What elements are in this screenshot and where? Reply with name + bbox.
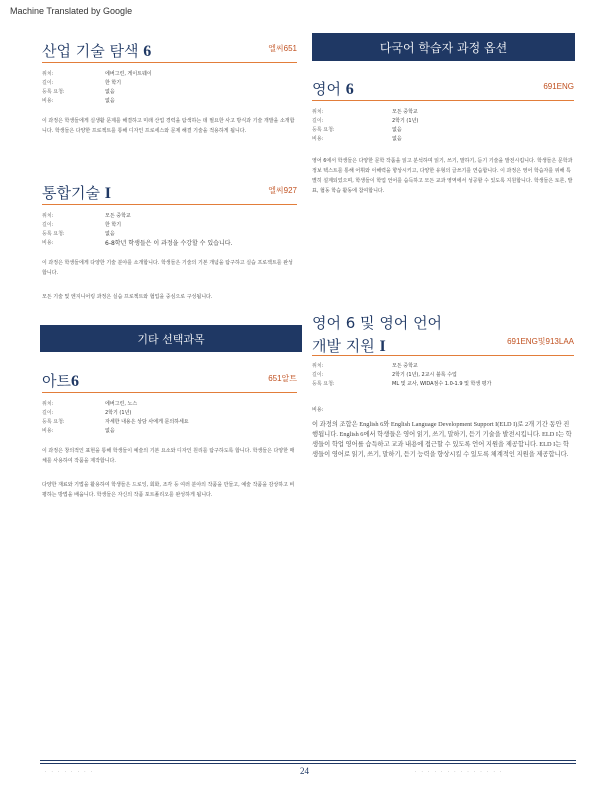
course-description: 이 과정은 학생들에게 다양한 기술 분야를 소개합니다. 학생들은 기술의 기본 개념을 탐구하고 실습 프로젝트를 완성합니다.: [42, 260, 293, 276]
meta-value: 없음: [392, 127, 402, 133]
footer-rule-thin: [40, 763, 576, 764]
course-english-6-eld: [312, 312, 574, 458]
footer-left-text: · · · · · · · ·: [45, 769, 95, 774]
course-title-text: 영어: [312, 80, 341, 98]
meta-value: 한 학기: [105, 222, 122, 228]
course-code: 엘씨651: [268, 44, 297, 53]
footer-rule: [40, 760, 576, 761]
course-title-text: 아트: [42, 372, 71, 390]
meta-value: 없음: [105, 98, 115, 104]
meta-label: 등록 요청:: [42, 89, 65, 95]
course-title: [42, 40, 297, 61]
course-description-extra: 모든 기술 및 엔지니어링 과정은 실습 프로젝트와 협업을 중심으로 구성됩니다.: [42, 294, 213, 300]
meta-label: 위치:: [42, 401, 54, 407]
meta-value: 없음: [392, 136, 402, 142]
course-title-number: 6: [143, 43, 152, 60]
meta-label: 위치:: [312, 363, 324, 369]
meta-value: 없음: [105, 428, 115, 434]
course-english-6: [312, 78, 574, 194]
course-meta: [42, 400, 297, 436]
section-banner-multilingual: 다국어 학습자 과정 옵션: [312, 33, 575, 61]
meta-label: 등록 요청:: [42, 231, 65, 237]
course-title-number: 6: [70, 373, 79, 390]
cost-label: 비용:: [312, 407, 324, 413]
meta-label: 위치:: [42, 213, 54, 219]
course-title-number: I: [379, 338, 386, 355]
course-title-number: 6: [345, 81, 354, 98]
course-industrial-tech: [42, 40, 297, 134]
meta-label: 길이:: [42, 80, 54, 86]
machine-translation-notice: Machine Translated by Google: [10, 6, 133, 16]
course-code: 651알트: [268, 374, 297, 383]
page-number: 24: [300, 766, 309, 776]
course-meta: [42, 70, 297, 106]
course-title-text: 통합기술: [42, 184, 100, 202]
course-title: [42, 182, 297, 203]
meta-value: 없음: [105, 231, 115, 237]
course-code: 엘씨927: [268, 186, 297, 195]
meta-label: 등록 요청:: [312, 127, 335, 133]
meta-value: 모든 중학교: [392, 363, 418, 369]
meta-value: 2학기 (1년): [392, 118, 419, 124]
meta-value: 2학기 (1년): [105, 410, 132, 416]
meta-label: 등록 요청:: [312, 381, 335, 387]
course-title-text: 산업 기술 탐색: [42, 42, 139, 60]
divider: [312, 355, 574, 356]
meta-value: 모든 중학교: [105, 213, 131, 219]
course-meta: [312, 362, 574, 389]
course-description: 이 과정의 조합은 English 6와 English Language Development Support I(ELD I)로 2개 기간 동안 진행됩니다. English 6에서 학생들은 영어 읽기, 쓰기, 말하기, 듣기 기술을 발전시킵니다. ELD I는 학생들이 학업 영어를 습득하고 교과 내용에 접근할 수 있도록 언어 지원을 제공합니다. ELD I는 학생들이 영어로 읽기, 쓰기, 말하기, 듣기 능력을 향상시킬 수 있도록 체계적인 지원을 제공합니다.: [312, 421, 572, 458]
meta-value: 에버그린, 노스: [105, 401, 138, 407]
divider: [42, 204, 297, 205]
meta-value: ML 및 교사, WIDA점수 1.0-1.9 및 학생 평가: [392, 381, 492, 387]
meta-label: 비용:: [42, 98, 54, 104]
meta-value: 2학기 (1년), 2교시 블록 수업: [392, 372, 457, 378]
course-title-line1: 영어 6 및 영어 언어: [312, 314, 443, 332]
course-meta: [312, 108, 574, 144]
meta-label: 위치:: [42, 71, 54, 77]
meta-value: 한 학기: [105, 80, 122, 86]
meta-label: 등록 요청:: [42, 419, 65, 425]
course-description: 이 과정은 창의적인 표현을 통해 학생들이 예술의 기본 요소와 디자인 원리를 탐구하도록 합니다. 학생들은 다양한 매체를 사용하여 작품을 제작합니다.: [42, 448, 295, 464]
course-title-text: 개발 지원: [312, 337, 375, 355]
section-banner-other-electives: 기타 선택과목: [40, 325, 302, 352]
course-title: [312, 78, 574, 99]
course-code: 691ENG: [543, 82, 574, 91]
meta-label: 비용:: [42, 428, 54, 434]
footer-right-text: · · · · · · · · · · · · · ·: [415, 769, 504, 774]
course-description-extra: 다양한 재료와 기법을 활용하여 학생들은 드로잉, 회화, 조각 등 여러 분야의 작품을 만들고, 예술 작품을 감상하고 비평하는 방법을 배웁니다. 학생들은 자신의 작품 포트폴리오를 완성하게 됩니다.: [42, 482, 295, 498]
meta-label: 길이:: [312, 118, 324, 124]
meta-value: 모든 중학교: [392, 109, 418, 115]
course-description: 영어 6에서 학생들은 다양한 문학 작품을 읽고 분석하며 읽기, 쓰기, 말하기, 듣기 기술을 발전시킵니다. 학생들은 문학과 정보 텍스트를 통해 어휘와 이해력을 향상시키고, 다양한 유형의 글쓰기를 연습합니다. 이 과정은 영어 학습자를 위해 특별히 설계되었으며, 학생들이 학업 언어를 습득하고 모든 교과 영역에서 성공할 수 있도록 지원합니다. 학생들은 토론, 발표, 협동 학습 활동에 참여합니다.: [312, 158, 573, 194]
course-code: 691ENG및913LAA: [507, 337, 574, 346]
meta-label: 길이:: [312, 372, 324, 378]
course-title: [42, 370, 297, 391]
meta-value: 없음: [105, 89, 115, 95]
meta-value: 자세한 내용은 상담 사에게 문의하세요: [105, 419, 189, 425]
course-meta: [42, 212, 297, 248]
meta-value: 에버그린, 게이트웨이: [105, 71, 152, 77]
meta-label: 비용:: [42, 240, 54, 246]
meta-label: 길이:: [42, 410, 54, 416]
divider: [312, 100, 574, 101]
course-art: [42, 370, 297, 498]
meta-value: 6-8학년 학생들은 이 과정을 수강할 수 있습니다.: [105, 240, 233, 247]
course-title-number: I: [104, 185, 111, 202]
meta-label: 비용:: [312, 136, 324, 142]
divider: [42, 392, 297, 393]
meta-label: 길이:: [42, 222, 54, 228]
course-description: 이 과정은 학생들에게 실생활 문제를 해결하고 미래 산업 경력을 탐색하는 데 필요한 사고 방식과 기술 개발을 소개합니다. 학생들은 다양한 프로젝트를 통해 디자인 프로세스와 문제 해결 기술을 적용하게 됩니다.: [42, 118, 295, 134]
course-integrated-tech: [42, 182, 297, 300]
divider: [42, 62, 297, 63]
meta-label: 위치:: [312, 109, 324, 115]
